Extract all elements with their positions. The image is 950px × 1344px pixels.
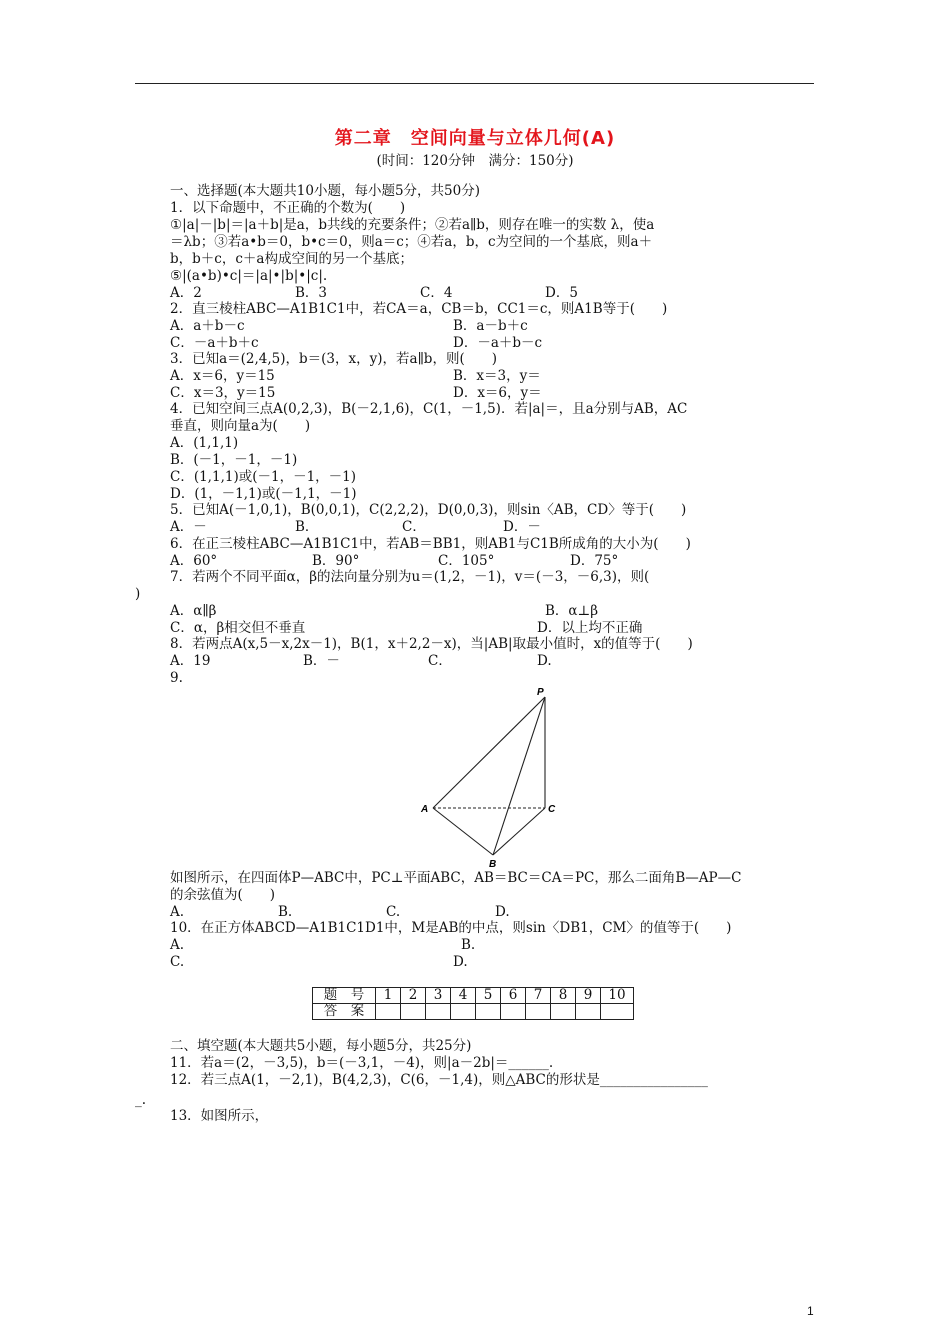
- q2-option-d: D．－a＋b－c: [453, 335, 543, 351]
- exam-info: (时间：120分钟 满分：150分): [376, 153, 574, 169]
- q1-option-c: C．4: [420, 285, 453, 301]
- answer-label: 答 案: [313, 1004, 376, 1020]
- q1-option-d: D．5: [545, 285, 578, 301]
- q12-tail: _.: [135, 1092, 147, 1108]
- q9-option-c: C.: [386, 904, 401, 920]
- answer-cell[interactable]: [551, 1004, 576, 1020]
- header-rule: [135, 83, 814, 84]
- section-heading-choice: 一、选择题(本大题共10小题，每小题5分，共50分): [170, 183, 480, 199]
- q10-option-a: A.: [170, 937, 185, 953]
- q7-line1: 7．若两个不同平面α，β的法向量分别为u＝(1,2，－1)，v＝(－3，－6,3)，则(: [170, 569, 650, 585]
- q5-stem: 5．已知A(－1,0,1)，B(0,0,1)，C(2,2,2)，D(0,0,3)，则sin〈AB，CD〉等于( ): [170, 502, 687, 518]
- answer-cell[interactable]: [526, 1004, 551, 1020]
- q9-option-a: A.: [170, 904, 185, 920]
- q10-option-d: D.: [453, 954, 468, 970]
- label-b: B: [489, 859, 497, 870]
- answer-cell[interactable]: [376, 1004, 401, 1020]
- q3-option-a: A．x＝6，y＝15: [170, 368, 275, 384]
- q2-option-c: C．－a＋b＋c: [170, 335, 259, 351]
- q1-option-b: B．3: [295, 285, 328, 301]
- answer-cell[interactable]: [501, 1004, 526, 1020]
- q4-option-a: A．(1,1,1): [170, 435, 239, 451]
- q4-option-d: D．(1，－1,1)或(－1,1，－1): [170, 486, 357, 502]
- q7-option-b: B．α⊥β: [545, 603, 599, 619]
- q3-option-c: C．x＝3，y＝15: [170, 385, 276, 401]
- q1-line3: b，b＋c，c＋a构成空间的另一个基底；: [170, 251, 413, 267]
- q10-option-b: B.: [461, 937, 476, 953]
- q6-option-d: D．75°: [570, 553, 619, 569]
- q5-option-c: C．: [402, 519, 426, 535]
- question-number-cell: 3: [426, 988, 451, 1004]
- answer-cell[interactable]: [601, 1004, 634, 1020]
- answer-cell[interactable]: [426, 1004, 451, 1020]
- q5-option-a: A．－: [170, 519, 207, 535]
- q7-option-c: C．α，β相交但不垂直: [170, 620, 306, 636]
- page-number: 1: [807, 1304, 814, 1318]
- q8-option-a: A．19: [170, 653, 211, 669]
- q1-line2: ＝λb；③若a•b＝0，b•c＝0，则a＝c；④若a，b，c为空间的一个基底，则a＋: [170, 234, 653, 250]
- page-title: 第二章 空间向量与立体几何(A): [334, 128, 616, 149]
- answer-cell[interactable]: [576, 1004, 601, 1020]
- question-number-cell: 5: [476, 988, 501, 1004]
- section-heading-fill: 二、填空题(本大题共5小题，每小题5分，共25分): [170, 1038, 472, 1054]
- q12: 12．若三点A(1，－2,1)，B(4,2,3)，C(6，－1,4)，则△ABC的形状是________________: [170, 1072, 708, 1088]
- edge-pa: [433, 697, 545, 808]
- question-number-cell: 10: [601, 988, 634, 1004]
- answer-table: [312, 987, 634, 1020]
- q4-option-c: C．(1,1,1)或(－1，－1，－1): [170, 469, 357, 485]
- q2-option-b: B．a－b＋c: [453, 318, 528, 334]
- q9-option-b: B.: [278, 904, 293, 920]
- tetrahedron-figure: [418, 684, 568, 870]
- q8-stem: 8．若两点A(x,5－x,2x－1)，B(1，x＋2,2－x)，当|AB|取最小值时，x的值等于( ): [170, 636, 693, 652]
- q5-option-d: D．－: [503, 519, 541, 535]
- q7-line2: ): [135, 586, 141, 602]
- question-number-cell: 6: [501, 988, 526, 1004]
- q5-option-b: B．: [295, 519, 319, 535]
- question-number-cell: 2: [401, 988, 426, 1004]
- q10-option-c: C.: [170, 954, 185, 970]
- q9-line2: 的余弦值为( ): [170, 887, 276, 903]
- q7-option-a: A．α∥β: [170, 603, 217, 619]
- q6-option-c: C．105°: [438, 553, 495, 569]
- q1-line1: ①|a|－|b|＝|a＋b|是a，b共线的充要条件；②若a∥b，则存在唯一的实数 λ，使a: [170, 217, 655, 233]
- question-number-cell: 9: [576, 988, 601, 1004]
- answer-cell[interactable]: [476, 1004, 501, 1020]
- label-p: P: [537, 687, 544, 698]
- q7-option-d: D．以上均不正确: [537, 620, 643, 636]
- q6-stem: 6．在正三棱柱ABC—A1B1C1中，若AB＝BB1，则AB1与C1B所成角的大小为( ): [170, 536, 691, 552]
- answer-table-header-row: [313, 988, 634, 1004]
- q3-option-b: B．x＝3，y＝: [453, 368, 541, 384]
- q6-option-a: A．60°: [170, 553, 218, 569]
- q9-option-d: D.: [495, 904, 510, 920]
- q3-option-d: D．x＝6，y＝: [453, 385, 542, 401]
- edge-ab: [433, 808, 493, 855]
- answer-table-answer-row: [313, 1004, 634, 1020]
- q10-stem: 10．在正方体ABCD—A1B1C1D1中，M是AB的中点，则sin〈DB1，CM〉的值等于( ): [170, 920, 732, 936]
- question-number-cell: 1: [376, 988, 401, 1004]
- q2-option-a: A．a＋b－c: [170, 318, 245, 334]
- q4-line2: 垂直，则向量a为( ): [170, 418, 311, 434]
- q1-stem: 1．以下命题中，不正确的个数为( ): [170, 200, 406, 216]
- q8-option-c: C．: [428, 653, 452, 669]
- q9-line1: 如图所示，在四面体P—ABC中，PC⊥平面ABC，AB＝BC＝CA＝PC，那么二面角B—AP—C: [170, 870, 742, 886]
- q4-line1: 4．已知空间三点A(0,2,3)，B(－2,1,6)，C(1，－1,5)．若|a|＝，且a分别与AB，AC: [170, 401, 688, 417]
- answer-cell[interactable]: [451, 1004, 476, 1020]
- q2-stem: 2．直三棱柱ABC—A1B1C1中，若CA＝a，CB＝b，CC1＝c，则A1B等于( ): [170, 301, 668, 317]
- label-c: C: [548, 804, 556, 815]
- question-number-label: 题 号: [313, 988, 376, 1004]
- question-number-cell: 4: [451, 988, 476, 1004]
- q1-line4: ⑤|(a•b)•c|＝|a|•|b|•|c|.: [170, 268, 328, 284]
- question-number-cell: 8: [551, 988, 576, 1004]
- q11: 11．若a＝(2，－3,5)，b＝(－3,1，－4)，则|a－2b|＝______.: [170, 1055, 554, 1071]
- question-number-cell: 7: [526, 988, 551, 1004]
- label-a: A: [421, 804, 429, 815]
- q4-option-b: B．(－1，－1，－1): [170, 452, 298, 468]
- q6-option-b: B．90°: [312, 553, 360, 569]
- q13: 13．如图所示，: [170, 1108, 269, 1124]
- q1-option-a: A．2: [170, 285, 202, 301]
- q3-stem: 3．已知a＝(2,4,5)，b＝(3，x，y)，若a∥b，则( ): [170, 351, 497, 367]
- q9-number: 9.: [170, 670, 183, 686]
- q8-option-b: B．－: [303, 653, 340, 669]
- q8-option-d: D.: [537, 653, 552, 669]
- answer-cell[interactable]: [401, 1004, 426, 1020]
